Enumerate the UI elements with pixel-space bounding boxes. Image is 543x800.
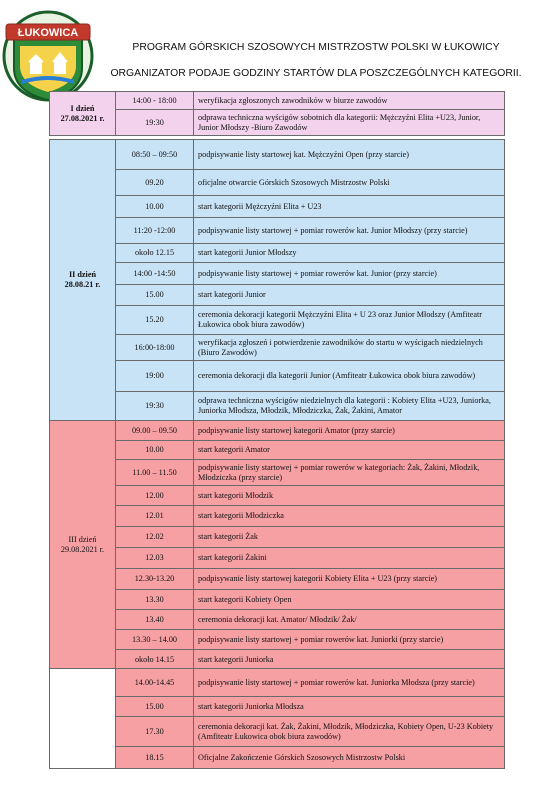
table-row [50,610,505,630]
row-time: 12.03 [116,548,194,569]
row-description: ceremonia dekoracji kat. Amator/ Młodzik/ Żak/ [194,610,505,630]
table-row [50,630,505,650]
row-description: start kategorii Kobiety Open [194,590,505,610]
row-time: 11:20 -12:00 [116,218,194,244]
row-description: start kategorii Mężczyźni Elita + U23 [194,196,505,218]
row-description: odprawa techniczna wyścigów sobotnich dla kategorii: Mężczyźni Elita +U23, Junior, Junior Młodszy -Biuro Zawodów [194,110,505,136]
table-row [50,263,505,285]
row-time: 12.01 [116,506,194,527]
row-time: 19:00 [116,361,194,392]
table-row [50,110,505,136]
table-row [50,170,505,196]
row-time: 13.40 [116,610,194,630]
row-description: oficjalne otwarcie Górskich Szosowych Mistrzostw Polski [194,170,505,196]
table-row [50,92,505,110]
row-time: 09.20 [116,170,194,196]
row-description: start kategorii Młodziczka [194,506,505,527]
row-time: około 12.15 [116,244,194,263]
row-time: 14:00 -14:50 [116,263,194,285]
row-time: 12.00 [116,486,194,506]
row-description: weryfikacja zgłoszeń i potwierdzenie zawodników do startu w wyścigach niedzielnych (Biuro Zawodów) [194,335,505,361]
table-row [50,486,505,506]
table-row [50,650,505,670]
table-row [50,218,505,244]
day3-continued-table [49,668,505,769]
row-time: 12.02 [116,527,194,548]
day1-table [49,91,505,136]
row-description: podpisywanie listy startowej kat. Mężczyźni Open (przy starcie) [194,140,505,170]
table-row [50,569,505,590]
row-description: start kategorii Żakini [194,548,505,569]
table-row [50,335,505,361]
row-time: 13.30 [116,590,194,610]
table-row [50,527,505,548]
row-description: start kategorii Juniorka Młodsza [194,697,505,717]
table-row [50,421,505,441]
row-description: podpisywanie listy startowej kategorii Amator (przy starcie) [194,421,505,441]
row-time: 15.00 [116,697,194,717]
row-time: 19:30 [116,110,194,136]
table-row [50,717,505,747]
row-description: podpisywanie listy startowej kategorii Kobiety Elita + U23 (przy starcie) [194,569,505,590]
row-time: 15.00 [116,285,194,306]
row-time: 16:00-18:00 [116,335,194,361]
table-row [50,244,505,263]
blank-cell [50,669,116,769]
row-time: 10.00 [116,441,194,460]
row-description: start kategorii Junior [194,285,505,306]
row-time: 08:50 – 09:50 [116,140,194,170]
row-time: 13.30 – 14.00 [116,630,194,650]
table-row [50,590,505,610]
table-row [50,747,505,769]
row-description: ceremonia dekoracji kategorii Mężczyźni Elita + U 23 oraz Junior Młodszy (Amfiteatr Łukowica obok biura zawodów) [194,306,505,335]
table-row [50,669,505,697]
table-row [50,196,505,218]
table-row [50,306,505,335]
day3-table [49,420,505,670]
table-row [50,548,505,569]
row-time: 14:00 - 18:00 [116,92,194,110]
row-description: podpisywanie listy startowej + pomiar rowerów kat. Juniorka Młodsza (przy starcie) [194,669,505,697]
row-description: start kategorii Juniorka [194,650,505,670]
table-row [50,392,505,421]
table-row [50,285,505,306]
row-description: weryfikacja zgłoszonych zawodników w biurze zawodów [194,92,505,110]
row-time: 10.00 [116,196,194,218]
row-description: podpisywanie listy startowej + pomiar rowerów w kategoriach: Żak, Żakini, Młodzik, Młodziczka (przy starcie) [194,460,505,486]
row-description: start kategorii Junior Młodszy [194,244,505,263]
table-row [50,697,505,717]
table-row [50,140,505,170]
row-time: 11.00 – 11.50 [116,460,194,486]
row-time: 15.20 [116,306,194,335]
row-description: start kategorii Żak [194,527,505,548]
logo-text: ŁUKOWICA [17,27,79,39]
row-description: Oficjalne Zakończenie Górskich Szosowych Mistrzostw Polski [194,747,505,769]
row-description: podpisywanie listy startowej + pomiar rowerów kat. Junior (przy starcie) [194,263,505,285]
row-time: 17.30 [116,717,194,747]
table-row [50,506,505,527]
table-row [50,460,505,486]
day2-label: II dzień 28.08.21 r. [50,140,116,421]
row-description: odprawa techniczna wyścigów niedzielnych dla kategorii : Kobiety Elita +U23, Juniorka, Juniorka Młodsza, Młodzik, Młodziczka, Żak, Żakini, Amator [194,392,505,421]
table-row [50,361,505,392]
row-time: około 14.15 [116,650,194,670]
day1-label: I dzień 27.08.2021 r. [50,92,116,136]
row-description: start kategorii Amator [194,441,505,460]
row-time: 09.00 – 09.50 [116,421,194,441]
program-title: PROGRAM GÓRSKICH SZOSOWYCH MISTRZOSTW POLSKI W ŁUKOWICY [132,42,500,53]
table-row [50,441,505,460]
row-time: 19:30 [116,392,194,421]
row-description: podpisywanie listy startowej + pomiar rowerów kat. Junior Młodszy (przy starcie) [194,218,505,244]
day2-table [49,139,505,421]
row-description: start kategorii Młodzik [194,486,505,506]
row-time: 18.15 [116,747,194,769]
organizer-note: ORGANIZATOR PODAJE GODZINY STARTÓW DLA POSZCZEGÓLNYCH KATEGORII. [110,68,522,79]
row-time: 14.00-14.45 [116,669,194,697]
row-description: ceremonia dekoracji dla kategorii Junior (Amfiteatr Łukowica obok biura zawodów) [194,361,505,392]
row-description: podpisywanie listy startowej + pomiar rowerów kat. Juniorki (przy starcie) [194,630,505,650]
row-time: 12.30-13.20 [116,569,194,590]
day3-label: III dzień 29.08.2021 r. [50,421,116,670]
lukowica-crest-icon [2,2,94,104]
row-description: ceremonia dekoracji kat. Żak, Żakini, Młodzik, Młodziczka, Kobiety Open, U-23 Kobiety (Amfiteatr Łukowica obok biura zawodów) [194,717,505,747]
lukowica-logo [2,2,94,104]
